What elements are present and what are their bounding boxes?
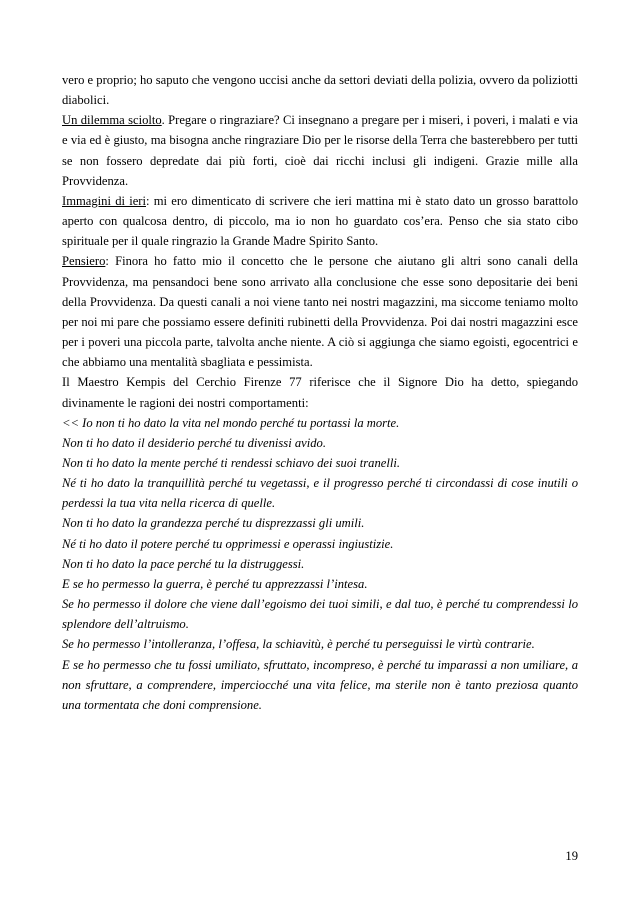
document-page — [62, 70, 578, 715]
quote-line: E se ho permesso che tu fossi umiliato, sfruttato, incompreso, è perché tu imparassi a non umiliare, a non sfruttare, a comprendere, imperciocché una vita felice, ma sterile non è tanto preziosa quanto una tormentata che doni comprensione. — [62, 657, 578, 712]
paragraph-thought-text: : Finora ho fatto mio il concetto che le persone che aiutano gli altri sono canali della Provvidenza, ma pensandoci bene sono arrivato alla conclusione che esse sono depositarie dei beni della Provvidenza. Da questi canali a noi viene tanto nei nostri magazzini, ma siccome teniamo molto per noi mi pare che possiamo essere definiti rubinetti della Provvidenza. Poi dai nostri magazzini esce per i poveri una piccola parte, talvolta anche niente. A ciò si aggiunga che siamo egoisti, egocentrici e che abbiamo una mentalità sbagliata e pessimista. — [62, 254, 578, 370]
quote-line: Né ti ho dato il potere perché tu opprimessi e operassi ingiustizie. — [62, 536, 394, 551]
section-label-thought: Pensiero — [62, 254, 106, 269]
paragraph-images — [62, 191, 578, 251]
quote-line: Né ti ho dato la tranquillità perché tu vegetassi, e il progresso perché ti circondassi di cose inutili o perdessi la tua vita nella ricerca di quelle. — [62, 476, 578, 511]
paragraph-images-text: : mi ero dimenticato di scrivere che ieri mattina mi è stato dato un grosso barattolo aperto con qualcosa dentro, di piccolo, ma io non ho guardato cos’era. Penso che sia stato cibo spirituale per il quale ringrazio la Grande Madre Spirito Santo. — [62, 193, 578, 249]
section-label-images: Immagini di ieri — [62, 193, 146, 208]
quote-line: Non ti ho dato la grandezza perché tu disprezzassi gli umili. — [62, 516, 365, 531]
quote-line: Se ho permesso il dolore che viene dall’egoismo dei tuoi simili, e dal tuo, è perché tu comprendessi lo splendore dell’altruismo. — [62, 597, 578, 632]
paragraph-intro: vero e proprio; ho saputo che vengono uccisi anche da settori deviati della polizia, ovvero da poliziotti diabolici. — [62, 73, 578, 108]
section-label-dilemma: Un dilemma sciolto — [62, 113, 162, 128]
paragraph-dilemma — [62, 110, 578, 191]
quote-line: << Io non ti ho dato la vita nel mondo perché tu portassi la morte. — [62, 415, 400, 430]
quote-line: E se ho permesso la guerra, è perché tu apprezzassi l’intesa. — [62, 576, 368, 591]
quote-line: Non ti ho dato il desiderio perché tu divenissi avido. — [62, 435, 326, 450]
quote-line: Non ti ho dato la pace perché tu la distruggessi. — [62, 556, 305, 571]
paragraph-dilemma-text: . Pregare o ringraziare? Ci insegnano a pregare per i miseri, i poveri, i malati e via e via ed è giusto, ma bisogna anche ringraziare Dio per le risorse della Terra che basterebbero per tutti se non fossero depredate dai più forti, cioè dai ricchi inclusi gli indigeni. Grazie mille alla Provvidenza. — [62, 113, 578, 188]
paragraph-thought — [62, 251, 578, 372]
page-number: 19 — [565, 849, 578, 863]
quote-line: Non ti ho dato la mente perché ti rendessi schiavo dei suoi tranelli. — [62, 455, 401, 470]
quote-line: Se ho permesso l’intolleranza, l’offesa, la schiavitù, è perché tu perseguissi le virtù contrarie. — [62, 637, 535, 652]
paragraph-kempis: Il Maestro Kempis del Cerchio Firenze 77 riferisce che il Signore Dio ha detto, spiegando divinamente le ragioni dei nostri comportamenti: — [62, 375, 578, 410]
